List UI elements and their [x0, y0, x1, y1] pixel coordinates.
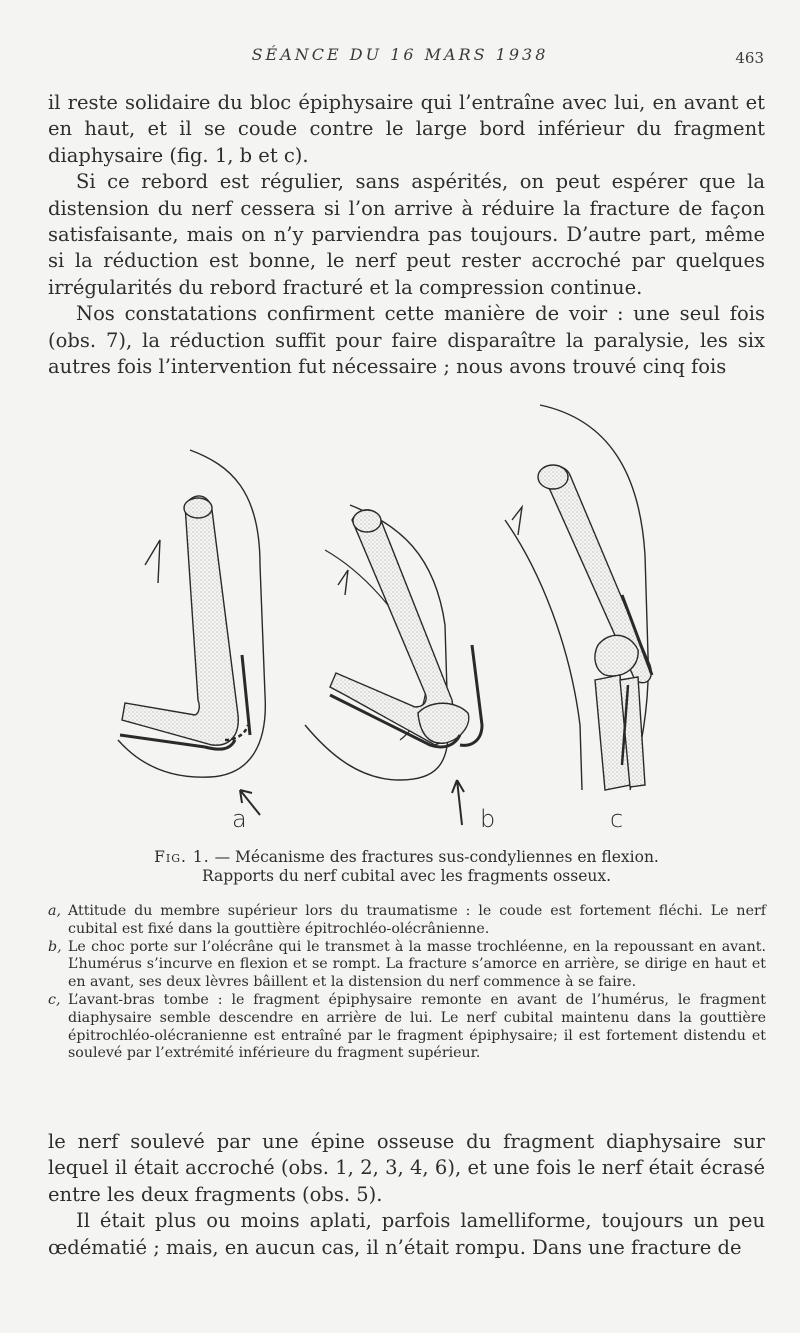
legend-text: Attitude du membre supérieur lors du traumatisme : le coude est fortement fléchi. Le nerf cubital est fixé dans la gouttière épitrochléo-olécrânienne.: [68, 903, 766, 937]
humerus-head-b: [353, 510, 381, 532]
page-number: 463: [735, 49, 764, 67]
paragraph: le nerf soulevé par une épine osseuse du fragment diaphysaire sur lequel il était accroché (obs. 1, 2, 3, 4, 6), et une fois le nerf était écrasé entre les deux fragments (obs. 5).: [48, 1130, 765, 1206]
figure-label-a: a: [232, 805, 247, 833]
humerus-head-a: [184, 498, 212, 518]
fold-mark-a: [145, 540, 160, 583]
figure-legend: [48, 903, 766, 1063]
paragraph: Nos constatations confirment cette manière de voir : une seul fois (obs. 7), la réduction suffit pour faire disparaître la paralysie, les six autres fois l’intervention fut nécessaire ; nous avons trouvé cinq fois: [48, 302, 765, 379]
figure-label-b: b: [480, 805, 496, 833]
legend-text: Le choc porte sur l’olécrâne qui le transmet à la masse trochléenne, en la repoussant en avant. L’humérus s’incurve en flexion et se rompt. La fracture s’amorce en arrière, se dirige en haut et en avant, ses deux lèvres bâillent et la distension du nerf commence à se faire.: [68, 938, 766, 991]
panel-a-drawing: [118, 450, 265, 777]
panel-b-drawing: [305, 505, 482, 780]
figure-drawing: [100, 395, 680, 845]
caption-line-1: [48, 848, 765, 867]
arm-outline-c-left: [505, 520, 582, 790]
caption-figure-number: Fig. 1.: [154, 848, 210, 866]
panel-c-drawing: [505, 405, 652, 790]
caption-title: — Mécanisme des fractures sus-condyliennes en flexion.: [214, 848, 659, 866]
figure-elbow-fractures: [100, 395, 680, 845]
caption-line-2: Rapports du nerf cubital avec les fragments osseux.: [201, 867, 612, 885]
nerve-a: [242, 655, 250, 735]
legend-key: b,: [48, 938, 62, 955]
arrows: [240, 780, 464, 825]
paragraph: il reste solidaire du bloc épiphysaire qui l’entraîne avec lui, en avant et en haut, et il se coude contre le large bord inférieur du fragment diaphysaire (fig. 1, b et c).: [48, 91, 765, 167]
paragraph: Il était plus ou moins aplati, parfois lamelliforme, toujours un peu œdématié ; mais, en aucun cas, il n’était rompu. Dans une fracture de: [48, 1209, 765, 1259]
running-head: [0, 45, 800, 71]
legend-item: [48, 903, 766, 939]
top-text-block: [48, 90, 765, 380]
humerus-head-c: [538, 465, 568, 489]
fold-mark-b: [338, 570, 348, 595]
arrow-b: [452, 780, 464, 825]
paragraph: Si ce rebord est régulier, sans aspérités, on peut espérer que la distension du nerf cessera si l’on arrive à réduire la fracture de façon satisfaisante, mais on n’y parviendra pas toujours. D’autre part, même si la réduction est bonne, le nerf peut rester accroché par quelques irrégularités du rebord fracturé et la compression continue.: [48, 170, 765, 299]
figure-caption: [48, 848, 765, 886]
legend-key: a,: [48, 903, 61, 919]
legend-text: L’avant-bras tombe : le fragment épiphysaire remonte en avant de l’humérus, le fragment diaphysaire semble descendre en arrière de lui. Le nerf cubital maintenu dans la gouttière épitrochléo-olécranienne est entraîné par le fragment épiphysaire; il est fortement distendu et soulevé par l’extrémité inférieure du fragment supérieur.: [68, 991, 766, 1062]
fold-mark-c: [512, 507, 522, 535]
humerus-a: [122, 496, 238, 745]
bottom-text-block: [48, 1129, 765, 1261]
figure-label-c: c: [610, 805, 624, 833]
legend-item: [48, 992, 766, 1063]
running-title: SÉANCE DU 16 MARS 1938: [251, 45, 549, 64]
legend-key: c,: [48, 991, 61, 1008]
legend-item: [48, 939, 766, 992]
